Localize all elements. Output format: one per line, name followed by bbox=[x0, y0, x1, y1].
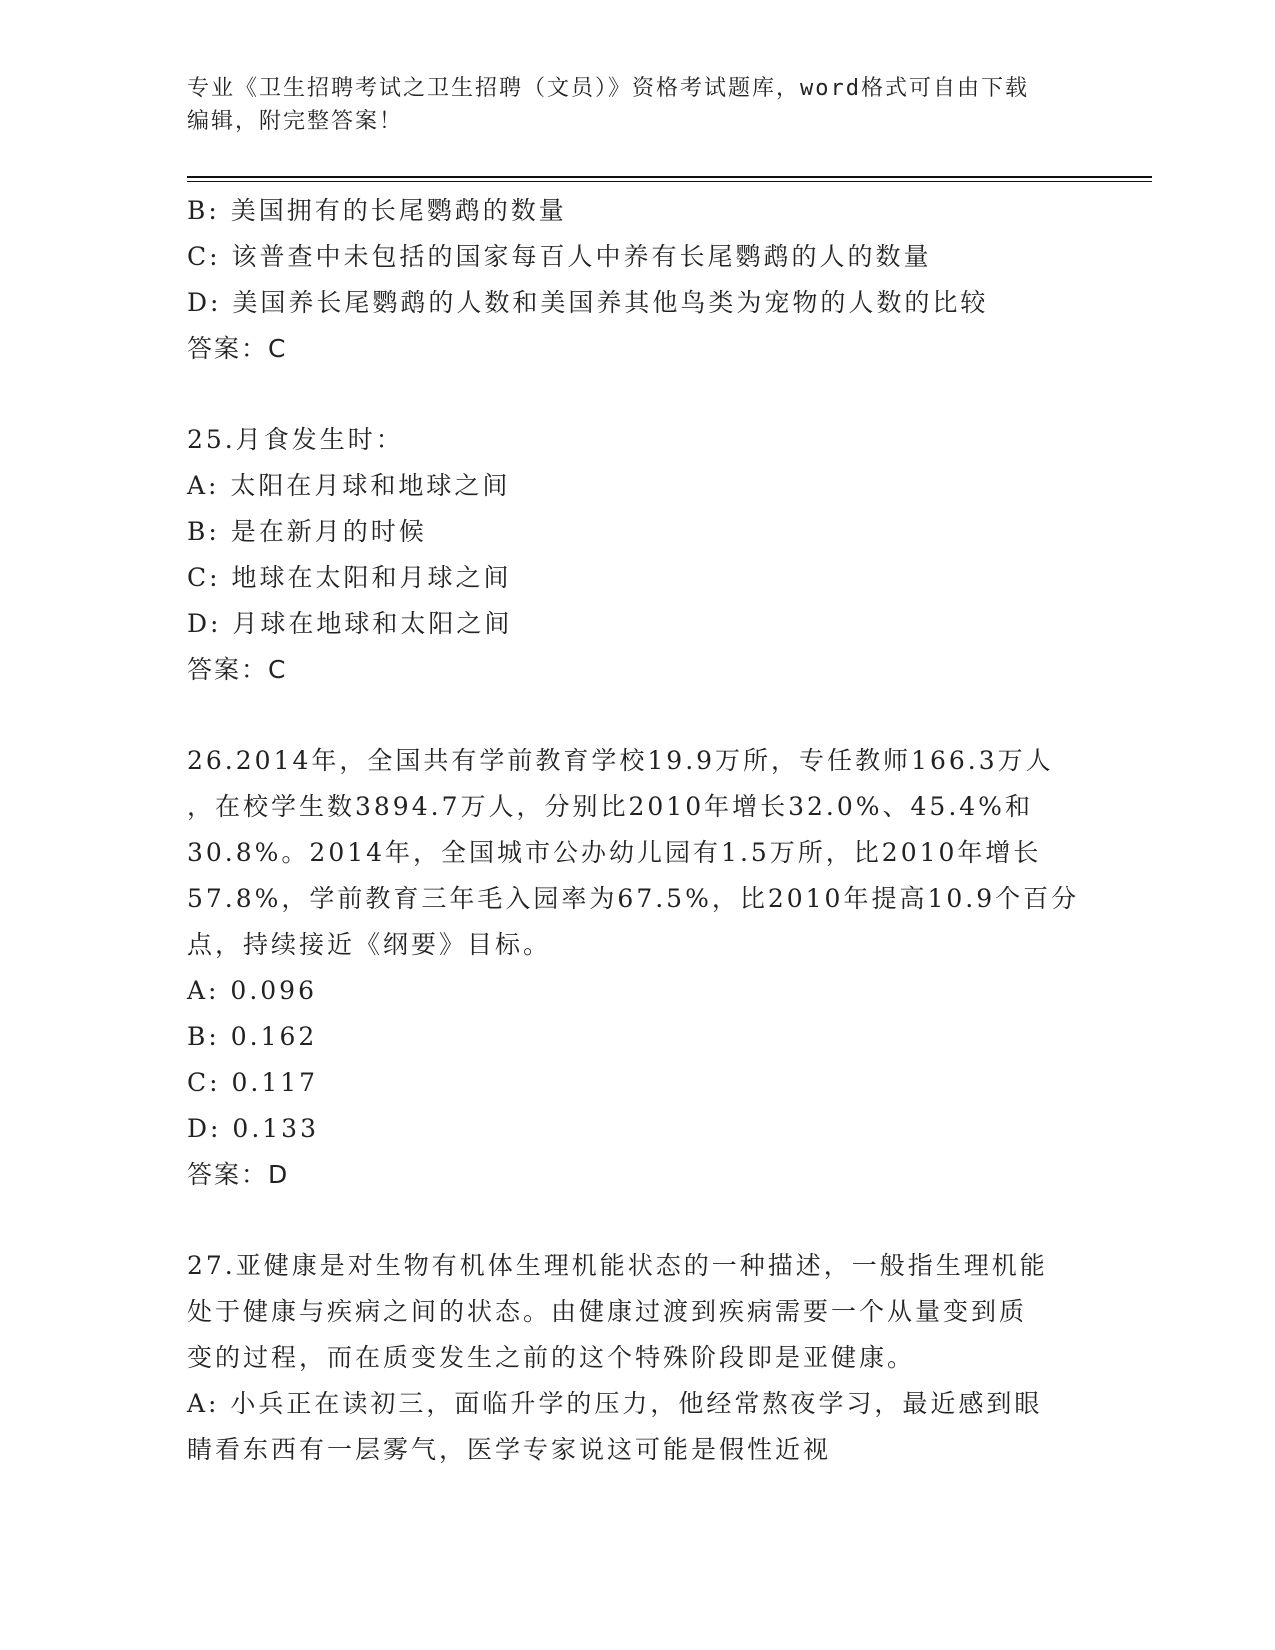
option-d: D: 月球在地球和太阳之间 bbox=[187, 609, 513, 638]
page-header bbox=[187, 72, 1087, 138]
option-a: A: 太阳在月球和地球之间 bbox=[187, 471, 511, 500]
option-c: C: 0.117 bbox=[187, 1068, 319, 1097]
header-rule-thin bbox=[187, 181, 1152, 182]
option-a: A: 0.096 bbox=[187, 976, 317, 1005]
option-b: B: 0.162 bbox=[187, 1022, 318, 1051]
question-stem: 25.月食发生时： bbox=[187, 425, 404, 454]
spacer bbox=[187, 372, 1087, 417]
answer: 答案：D bbox=[187, 1160, 290, 1189]
question-stem-line: 30.8%。2014年，全国城市公办幼儿园有1.5万所，比2010年增长 bbox=[187, 838, 1042, 867]
question-stem-line: 27.亚健康是对生物有机体生理机能状态的一种描述，一般指生理机能 bbox=[187, 1251, 1048, 1280]
option-b: B: 美国拥有的长尾鹦鹉的数量 bbox=[187, 196, 567, 225]
question-24 bbox=[187, 188, 1087, 372]
option-c: C: 该普查中未包括的国家每百人中养有长尾鹦鹉的人的数量 bbox=[187, 242, 932, 271]
answer: 答案：C bbox=[187, 334, 288, 363]
header-rule-thick bbox=[187, 176, 1152, 178]
question-stem-line: 57.8%，学前教育三年毛入园率为67.5%，比2010年提高10.9个百分 bbox=[187, 884, 1080, 913]
question-stem-line: 变的过程，而在质变发生之前的这个特殊阶段即是亚健康。 bbox=[187, 1343, 916, 1372]
option-b: B: 是在新月的时候 bbox=[187, 517, 427, 546]
spacer bbox=[187, 693, 1087, 738]
question-25 bbox=[187, 417, 1087, 693]
question-stem-line: 处于健康与疾病之间的状态。由健康过渡到疾病需要一个从量变到质 bbox=[187, 1297, 1028, 1326]
question-27 bbox=[187, 1243, 1087, 1473]
option-a-line: A: 小兵正在读初三，面临升学的压力，他经常熬夜学习，最近感到眼 bbox=[187, 1389, 1043, 1418]
option-a-line: 睛看东西有一层雾气，医学专家说这可能是假性近视 bbox=[187, 1435, 832, 1464]
header-line-1: 专业《卫生招聘考试之卫生招聘（文员）》资格考试题库，word格式可自由下载 bbox=[187, 76, 1029, 101]
header-line-2: 编辑，附完整答案！ bbox=[187, 109, 404, 134]
option-d: D: 美国养长尾鹦鹉的人数和美国养其他鸟类为宠物的人数的比较 bbox=[187, 288, 989, 317]
answer: 答案：C bbox=[187, 655, 288, 684]
question-stem-line: ，在校学生数3894.7万人，分别比2010年增长32.0%、45.4%和 bbox=[187, 792, 1033, 821]
option-c: C: 地球在太阳和月球之间 bbox=[187, 563, 512, 592]
question-stem-line: 26.2014年，全国共有学前教育学校19.9万所，专任教师166.3万人 bbox=[187, 746, 1054, 775]
question-content bbox=[187, 188, 1087, 1473]
question-26 bbox=[187, 738, 1087, 1198]
option-d: D: 0.133 bbox=[187, 1114, 319, 1143]
spacer bbox=[187, 1198, 1087, 1243]
question-stem-line: 点，持续接近《纲要》目标。 bbox=[187, 930, 552, 959]
